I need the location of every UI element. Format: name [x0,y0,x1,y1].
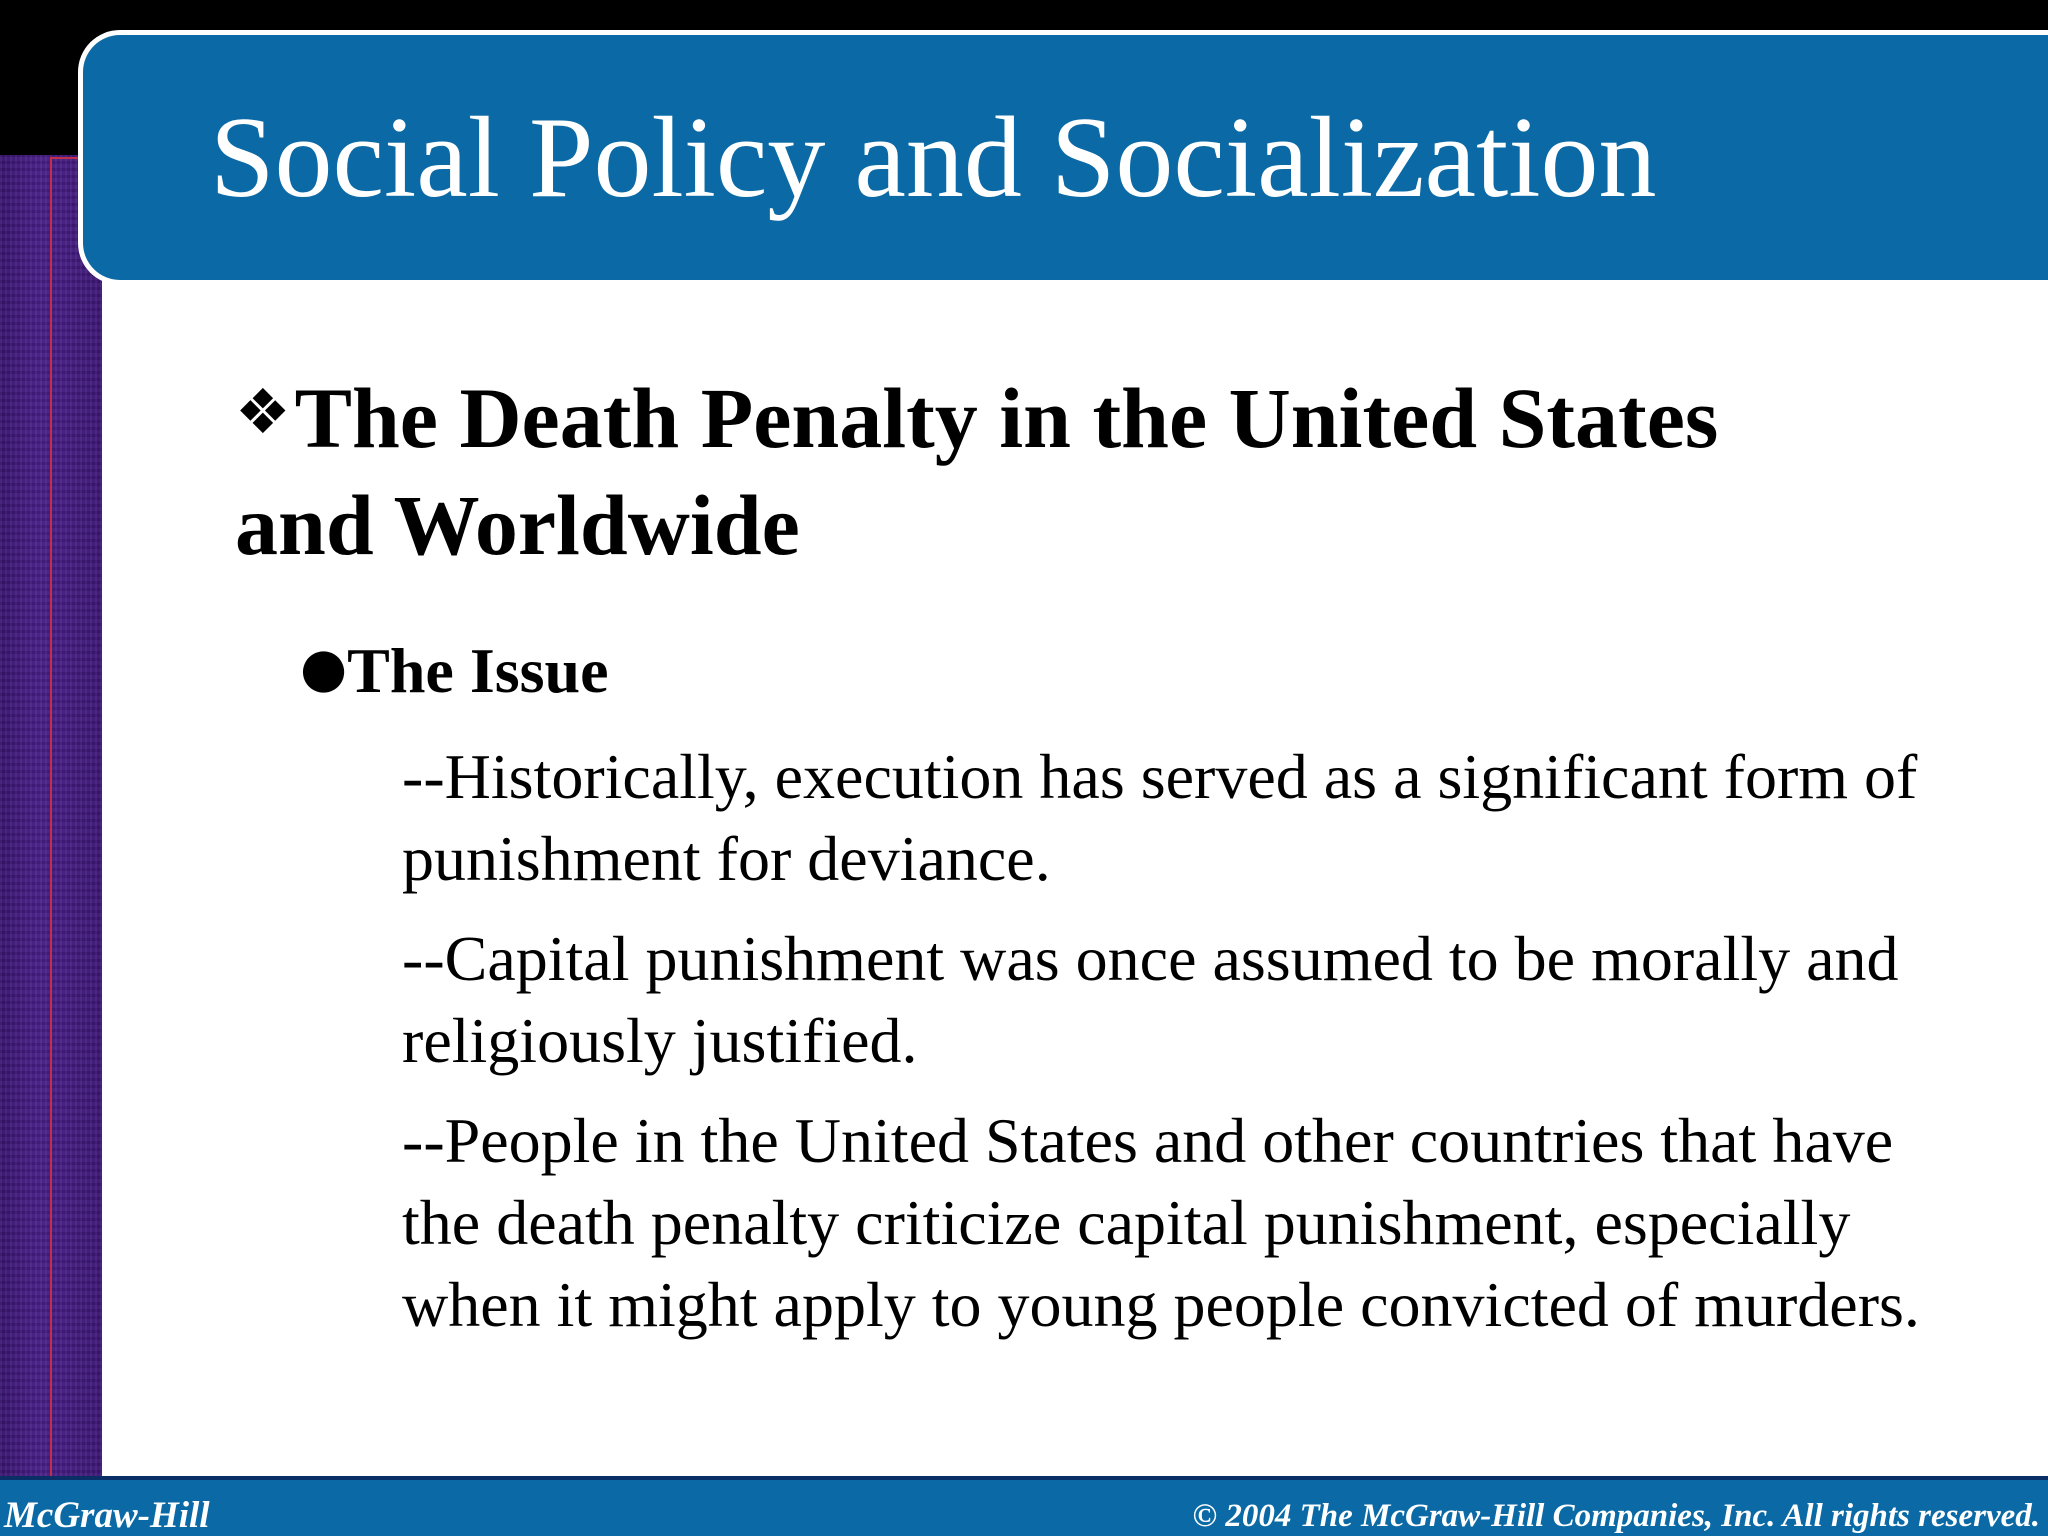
footer-bar [0,1476,2048,1536]
subheading [300,628,609,711]
publisher-name: McGraw-Hill [4,1495,210,1536]
section-heading [235,358,1735,579]
slide-title: Social Policy and Socialization [210,94,1657,222]
subheading-text: The Issue [347,635,609,706]
round-bullet-icon: ● [300,636,348,699]
body-paragraph: --People in the United States and other countries that have the death penalty criticize capital punishment, especially when it might apply to young people convicted of murders. [402,1105,1920,1340]
copyright-notice: © 2004 The McGraw-Hill Companies, Inc. All rights reserved. [1192,1498,2040,1534]
section-heading-text: The Death Penalty in the United States and Worldwide [235,370,1719,573]
four-diamond-bullet-icon: ❖ [235,375,291,448]
accent-line-vertical [50,157,52,1487]
body-paragraph: --Capital punishment was once assumed to be morally and religiously justified. [402,923,1899,1076]
body-paragraph: --Historically, execution has served as a significant form of punishment for deviance. [402,741,1918,894]
